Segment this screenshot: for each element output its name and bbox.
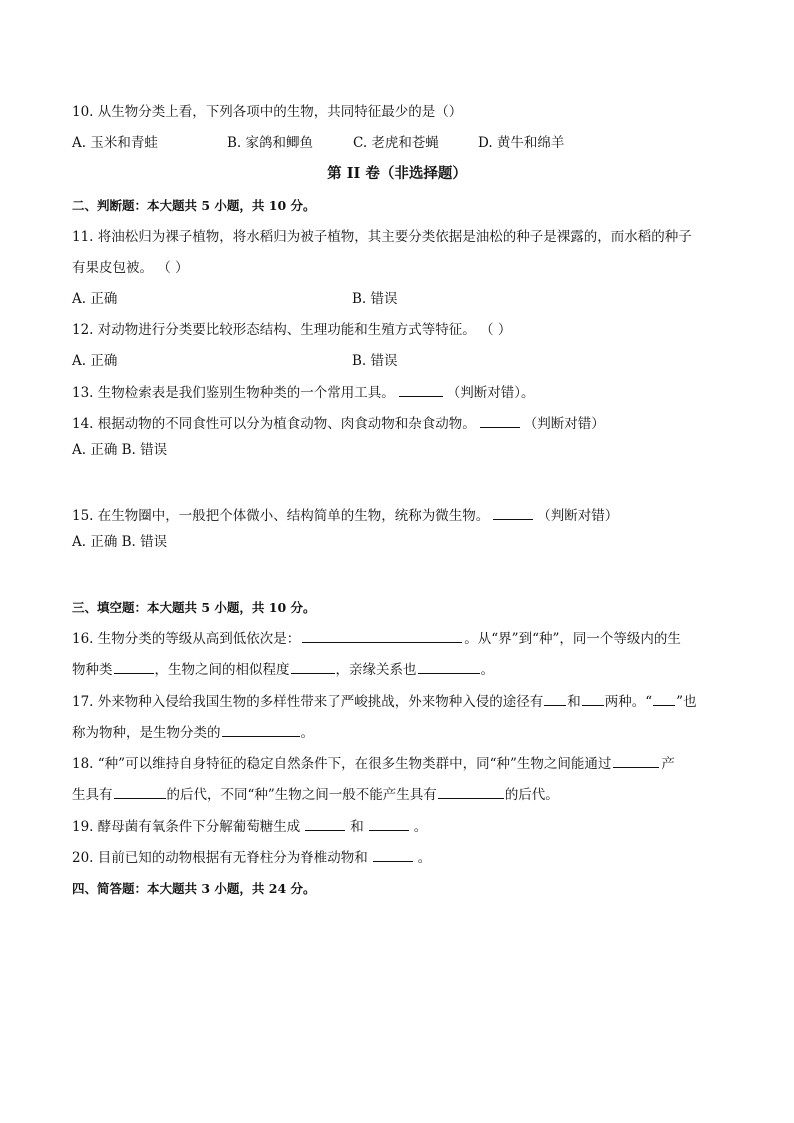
question-20-text: 。 [417,850,432,866]
question-13-suffix: （判断对错）。 [446,385,535,401]
question-17-text: 两种。“ [604,694,653,710]
answer-blank[interactable] [222,724,300,737]
question-15 [72,507,618,525]
question-17-text: 和 [567,694,581,710]
question-20-text: 20. 目前已知的动物根据有无脊柱分为脊椎动物和 [72,850,368,866]
question-15-text: 15. 在生物圈中，一般把个体微小、结构简单的生物，统称为微生物。 [72,508,490,524]
question-19-text: 。 [413,819,428,835]
answer-blank[interactable] [399,384,443,397]
question-18-text: 的后代。 [504,787,559,803]
question-19 [72,818,427,836]
question-14-suffix: （判断对错） [523,416,605,432]
question-10-option-a: A. 玉米和青蛙 [72,135,158,151]
question-19-text: 和 [350,819,364,835]
question-17-line-1 [72,693,697,711]
question-16-text: 。从“界”到“种”，同一个等级内的生 [464,631,681,647]
answer-blank[interactable] [438,786,504,799]
answer-blank[interactable] [613,755,659,768]
answer-blank[interactable] [653,693,675,706]
question-18-text: 生具有 [72,787,113,803]
question-18-text: 的后代，不同“种”生物之间一般不能产生具有 [166,787,437,803]
answer-blank[interactable] [480,415,520,428]
question-12-stem: 12. 对动物进行分类要比较形态结构、生理功能和生殖方式等特征。 （ ） [72,322,512,338]
question-17-text: 称为物种，是生物分类的 [72,725,221,741]
question-14 [72,415,605,433]
question-13 [72,384,535,402]
question-11-line-1: 11. 将油松归为裸子植物，将水稻归为被子植物，其主要分类依据是油松的种子是裸露的，而水稻的种子 [72,229,692,245]
answer-blank[interactable] [418,661,480,674]
question-18-line-1 [72,755,675,773]
question-15-suffix: （判断对错） [537,508,619,524]
question-18-text: 18. “种”可以维持自身特征的稳定自然条件下，在很多生物类群中，同“种”生物之间能通过 [72,756,612,772]
section-4-heading: 四、简答题：本大题共 3 小题，共 24 分。 [72,881,316,896]
part-2-title: 第 II 卷（非选择题） [327,165,467,182]
question-10-option-d: D. 黄牛和绵羊 [478,135,565,151]
question-10-stem: 10. 从生物分类上看，下列各项中的生物，共同特征最少的是（） [72,104,463,120]
question-17-text: 17. 外来物种入侵给我国生物的多样性带来了严峻挑战，外来物种入侵的途径有 [72,694,544,710]
question-19-text: 19. 酵母菌有氧条件下分解葡萄糖生成 [72,819,301,835]
question-12-option-a: A. 正确 [72,353,118,369]
question-14-text: 14. 根据动物的不同食性可以分为植食动物、肉食动物和杂食动物。 [72,416,476,432]
question-11-line-2: 有果皮包被。 （ ） [72,260,189,276]
answer-blank[interactable] [114,786,166,799]
question-17-line-2 [72,724,314,742]
question-16-text: 16. 生物分类的等级从高到低依次是： [72,631,301,647]
question-13-text: 13. 生物检索表是我们鉴别生物种类的一个常用工具。 [72,385,395,401]
section-3-heading: 三、填空题：本大题共 5 小题，共 10 分。 [72,600,316,615]
question-16-text: ，生物之间的相似程度 [154,662,290,678]
question-16-line-1 [72,630,681,648]
question-20 [72,849,431,867]
question-10-option-c: C. 老虎和苍蝇 [353,135,439,151]
question-16-line-2 [72,661,494,679]
answer-blank[interactable] [114,661,154,674]
question-11-option-a: A. 正确 [72,291,118,307]
answer-blank[interactable] [369,818,409,831]
question-16-text: ，亲缘关系也 [335,662,417,678]
question-10-option-b: B. 家鸽和鲫鱼 [227,135,314,151]
question-17-text: ”也 [676,694,697,710]
answer-blank[interactable] [582,693,604,706]
section-2-heading: 二、判断题：本大题共 5 小题，共 10 分。 [72,198,316,213]
question-15-options: A. 正确 B. 错误 [72,534,168,550]
answer-blank[interactable] [373,849,413,862]
question-11-option-b: B. 错误 [352,291,398,307]
question-16-text: 。 [480,662,494,678]
answer-blank[interactable] [493,507,533,520]
question-18-line-2 [72,786,559,804]
question-14-options: A. 正确 B. 错误 [72,442,168,458]
question-17-text: 。 [300,725,314,741]
answer-blank[interactable] [305,818,345,831]
question-12-option-b: B. 错误 [352,353,398,369]
answer-blank[interactable] [544,693,566,706]
answer-blank[interactable] [302,630,462,643]
question-16-text: 物种类 [72,662,113,678]
question-18-text: 产 [661,756,675,772]
answer-blank[interactable] [291,661,335,674]
